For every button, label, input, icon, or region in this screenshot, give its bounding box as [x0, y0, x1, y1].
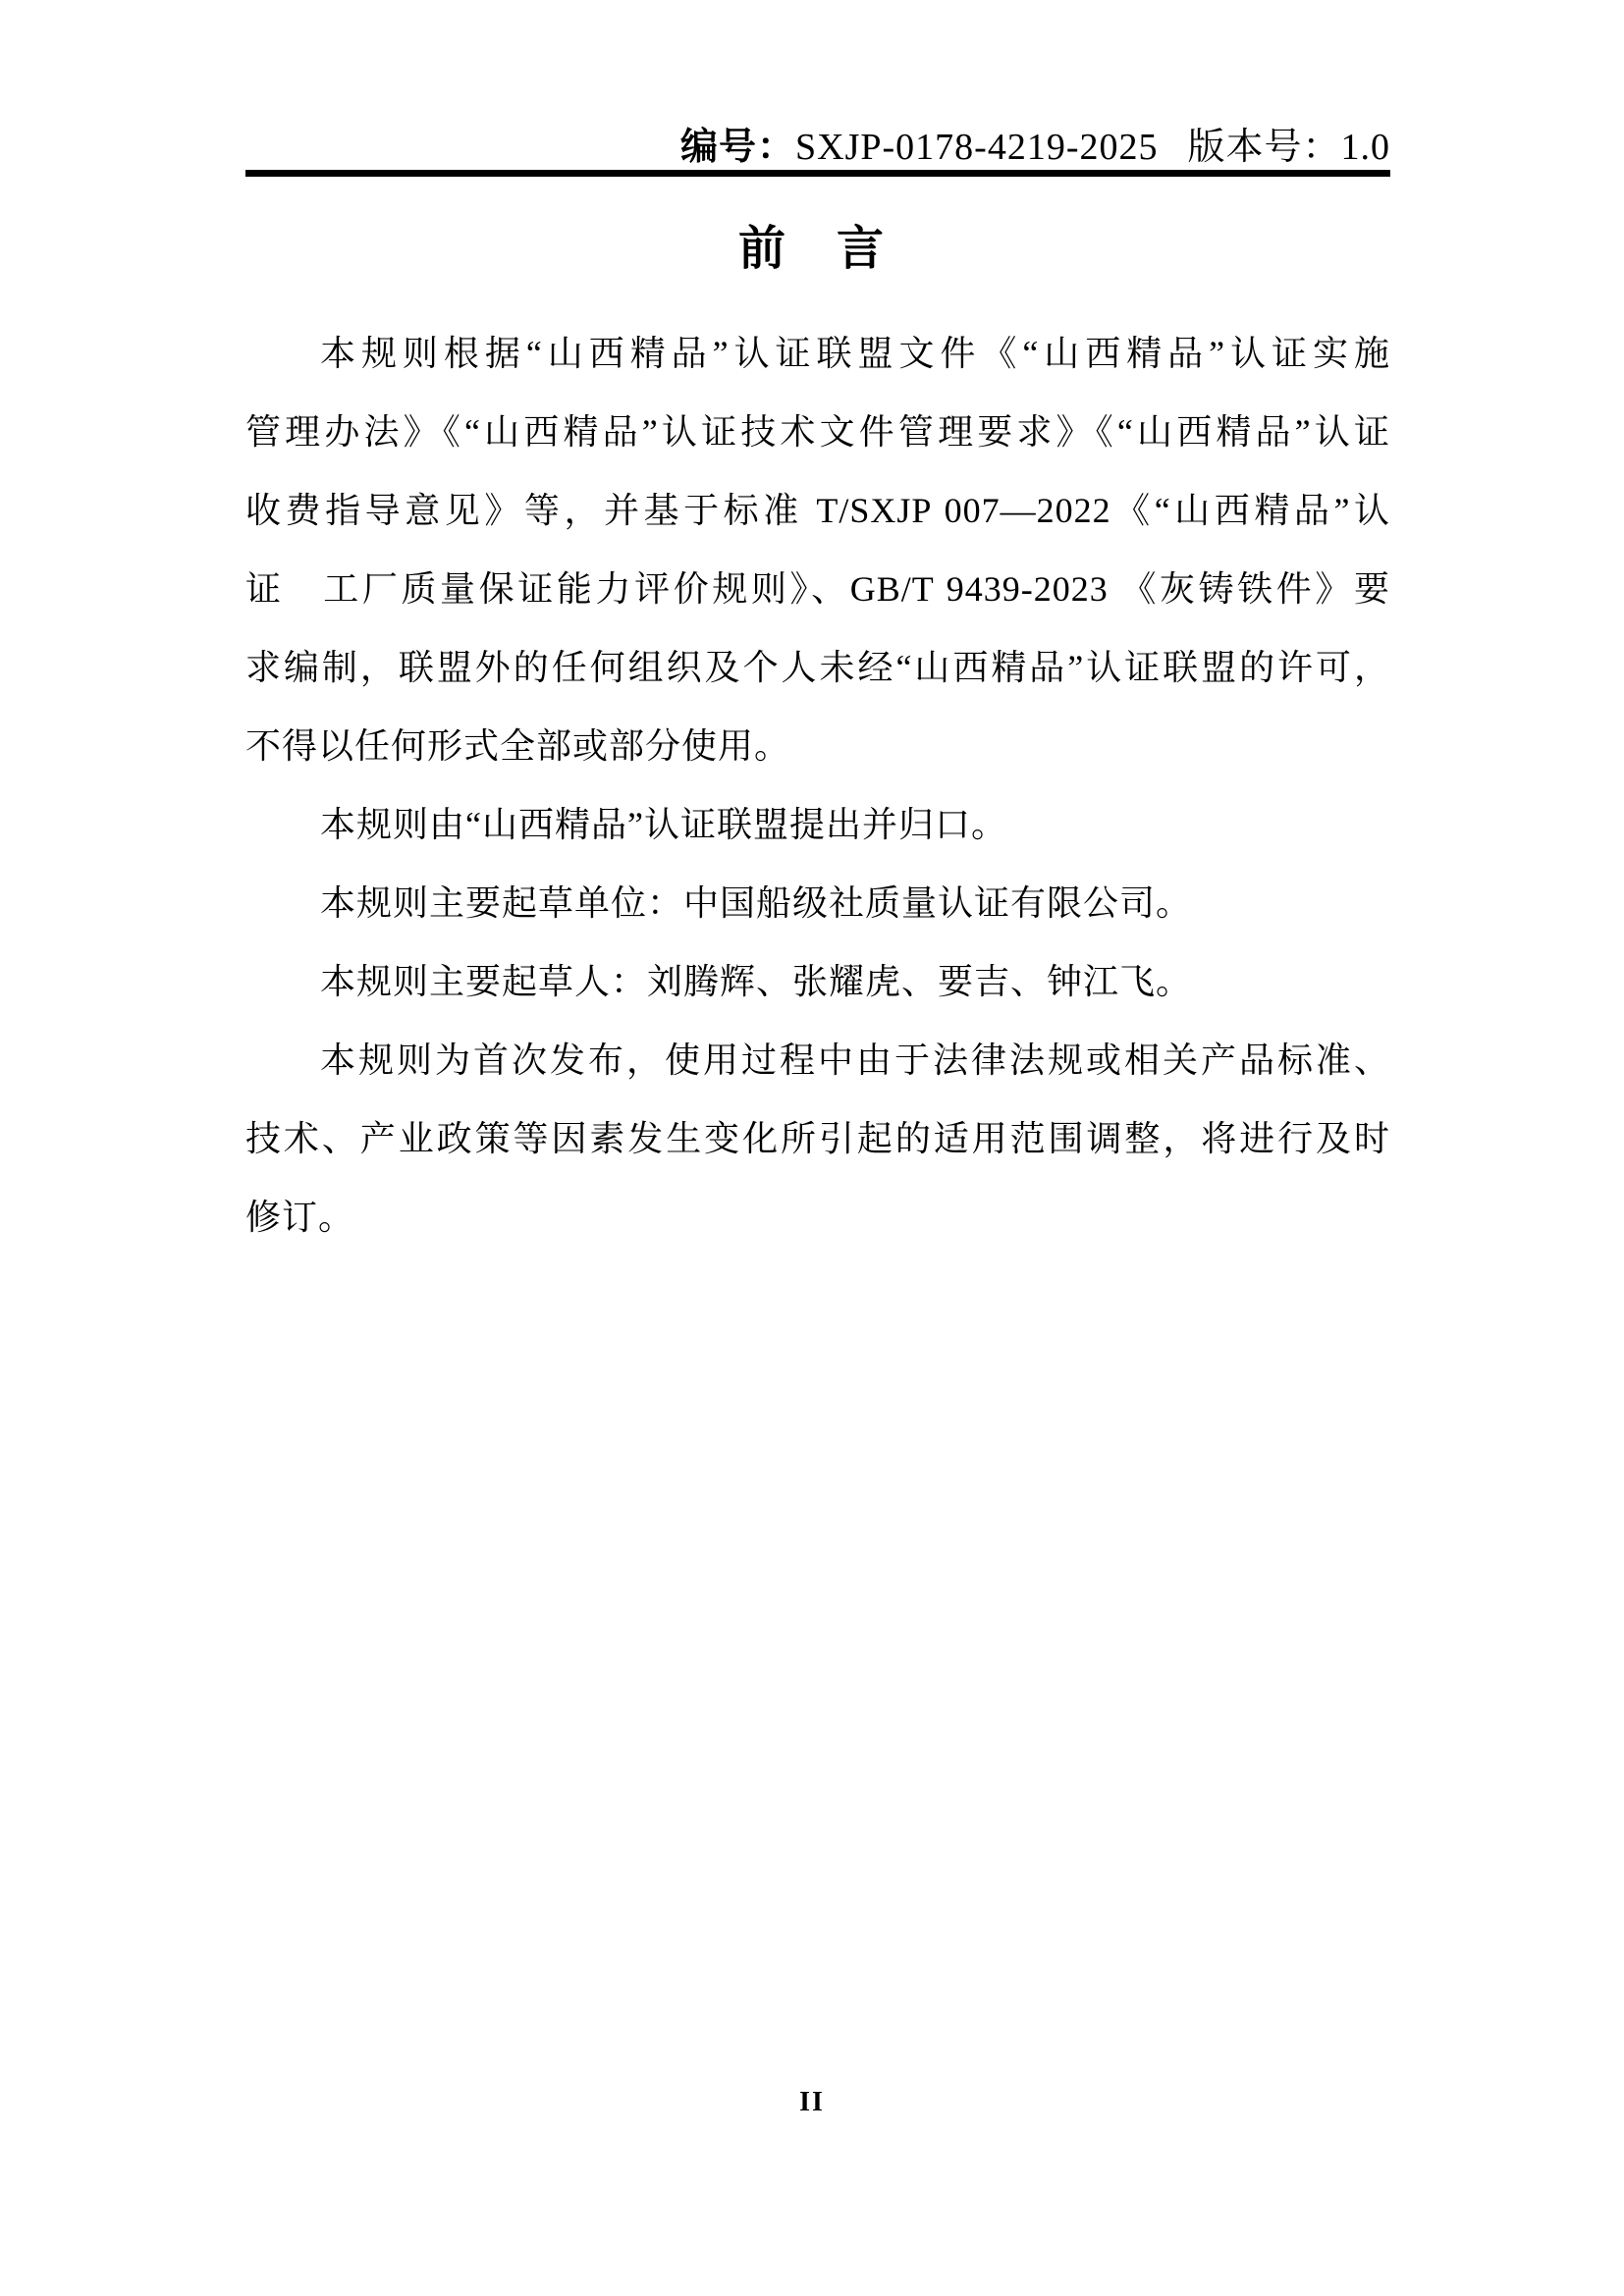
body-line: 不得以任何形式全部或部分使用。 [245, 726, 791, 766]
page-number: II [799, 2087, 825, 2117]
body-line: 本规则为首次发布，使用过程中由于法律法规或相关产品标准、 [320, 1041, 1390, 1080]
body-line: 本规则主要起草单位：中国船级社质量认证有限公司。 [320, 883, 1193, 923]
doc-number-value: SXJP-0178-4219-2025 [795, 127, 1159, 168]
body-line: 管理办法》《“山西精品”认证技术文件管理要求》《“山西精品”认证 [245, 412, 1390, 452]
doc-number-label: 编号： [680, 127, 796, 168]
body-line: 修订。 [245, 1198, 355, 1237]
version-label: 版本号： [1187, 127, 1341, 168]
page-title: 前 言 [737, 223, 886, 275]
body-line: 技术、产业政策等因素发生变化所引起的适用范围调整，将进行及时 [245, 1119, 1390, 1158]
document-header [245, 116, 1390, 170]
body-line: 本规则根据“山西精品”认证联盟文件《“山西精品”认证实施 [320, 334, 1390, 373]
body-line: 证 工厂质量保证能力评价规则》、GB/T 9439-2023 《灰铸铁件》要 [245, 569, 1390, 609]
body-line: 求编制，联盟外的任何组织及个人未经“山西精品”认证联盟的许可， [245, 648, 1390, 687]
header-divider-rule [245, 170, 1390, 177]
body-line: 本规则由“山西精品”认证联盟提出并归口。 [320, 805, 1007, 844]
document-body [245, 314, 1390, 1256]
body-line: 收费指导意见》等，并基于标准 T/SXJP 007—2022《“山西精品”认 [245, 491, 1390, 530]
version-value: 1.0 [1340, 127, 1390, 168]
body-line: 本规则主要起草人：刘腾辉、张耀虎、要吉、钟江飞。 [320, 962, 1193, 1001]
